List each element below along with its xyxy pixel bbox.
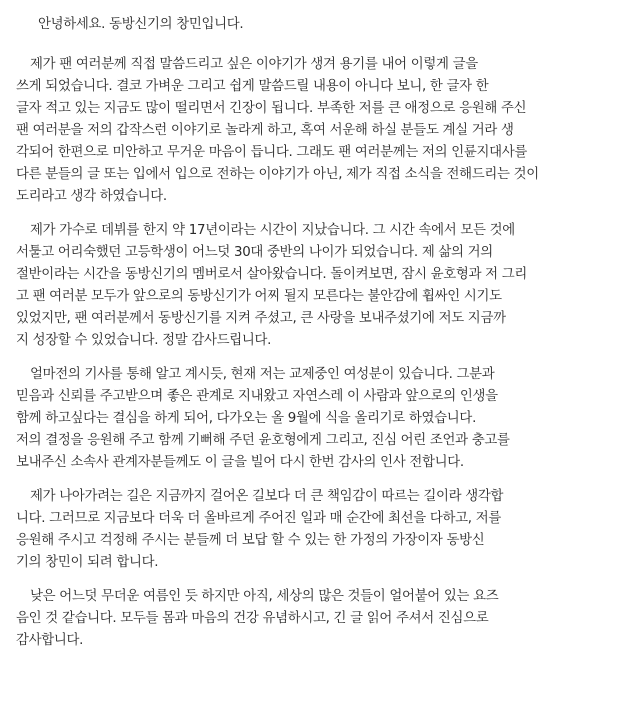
- letter-line: 다른 분들의 글 또는 입에서 입으로 전하는 이야기가 아닌, 제가 직접 소식을 전해드리는 것이: [16, 167, 539, 182]
- letter-line: 각되어 한편으로 미안하고 무거운 마음이 듭니다. 그래도 팬 여러분께는 저의 인륜지대사를: [16, 145, 528, 160]
- letter-line: 기의 창민이 되려 합니다.: [16, 555, 159, 570]
- letter-line: 제가 팬 여러분께 직접 말씀드리고 싶은 이야기가 생겨 용기를 내어 이렇게 글을: [30, 57, 478, 72]
- letter-line: 보내주신 소속사 관계자분들께도 이 글을 빌어 다시 한번 감사의 인사 전합니다.: [16, 455, 464, 470]
- letter-line: 믿음과 신뢰를 주고받으며 좋은 관계로 지내왔고 자연스레 이 사람과 앞으로의 인생을: [16, 389, 498, 404]
- letter-line: 도리라고 생각 하였습니다.: [16, 189, 167, 204]
- letter-line: 쓰게 되었습니다. 결코 가벼운 그리고 쉽게 말씀드릴 내용이 아니다 보니, 한 글자 한: [16, 79, 489, 94]
- letter-line: 니다. 그러므로 지금보다 더욱 더 올바르게 주어진 일과 매 순간에 최선을 다하고, 저를: [16, 511, 501, 526]
- letter-line: 저의 결정을 응원해 주고 함께 기뻐해 주던 윤호형에게 그리고, 진심 어린 조언과 충고를: [16, 433, 510, 448]
- letter-line: 지 성장할 수 있었습니다. 정말 감사드립니다.: [16, 333, 272, 348]
- letter-line: 제가 가수로 데뷔를 한지 약 17년이라는 시간이 지났습니다. 그 시간 속에서 모든 것에: [30, 223, 515, 238]
- letter-line: 서툴고 어리숙했던 고등학생이 어느덧 30대 중반의 나이가 되었습니다. 제 삶의 거의: [16, 245, 493, 260]
- letter-line: 음인 것 같습니다. 모두들 몸과 마음의 건강 유념하시고, 긴 글 읽어 주셔서 진심으로: [16, 611, 489, 626]
- greeting-line: 안녕하세요. 동방신기의 창민입니다.: [38, 17, 244, 32]
- letter-line: 팬 여러분을 저의 갑작스런 이야기로 놀라게 하고, 혹여 서운해 하실 분들도 계실 거라 생: [16, 123, 514, 138]
- letter-line: 낮은 어느덧 무더운 여름인 듯 하지만 아직, 세상의 많은 것들이 얼어붙어 있는 요즈: [30, 589, 499, 604]
- letter-line: 응원해 주시고 걱정해 주시는 분들께 더 보답 할 수 있는 한 가정의 가장이자 동방신: [16, 533, 485, 548]
- letter-line: 얼마전의 기사를 통해 알고 계시듯, 현재 저는 교제중인 여성분이 있습니다. 그분과: [30, 367, 495, 382]
- letter-line: 제가 나아가려는 길은 지금까지 걸어온 길보다 더 큰 책임감이 따르는 길이라 생각합: [30, 489, 504, 504]
- letter-line: 함께 하고싶다는 결심을 하게 되어, 다가오는 올 9월에 식을 올리기로 하였습니다.: [16, 411, 477, 426]
- letter-line: 감사합니다.: [16, 633, 84, 648]
- letter-line: 글자 적고 있는 지금도 많이 떨리면서 긴장이 됩니다. 부족한 저를 큰 애정으로 응원해 주신: [16, 101, 527, 116]
- letter-line: 고 팬 여러분 모두가 앞으로의 동방신기가 어찌 될지 모른다는 불안감에 휩싸인 시기도: [16, 289, 502, 304]
- letter-line: 있었지만, 팬 여러분께서 동방신기를 지켜 주셨고, 큰 사랑을 보내주셨기에 저도 지금까: [16, 311, 506, 326]
- letter-line: 절반이라는 시간을 동방신기의 멤버로서 살아왔습니다. 돌이켜보면, 잠시 윤호형과 저 그리: [16, 267, 528, 282]
